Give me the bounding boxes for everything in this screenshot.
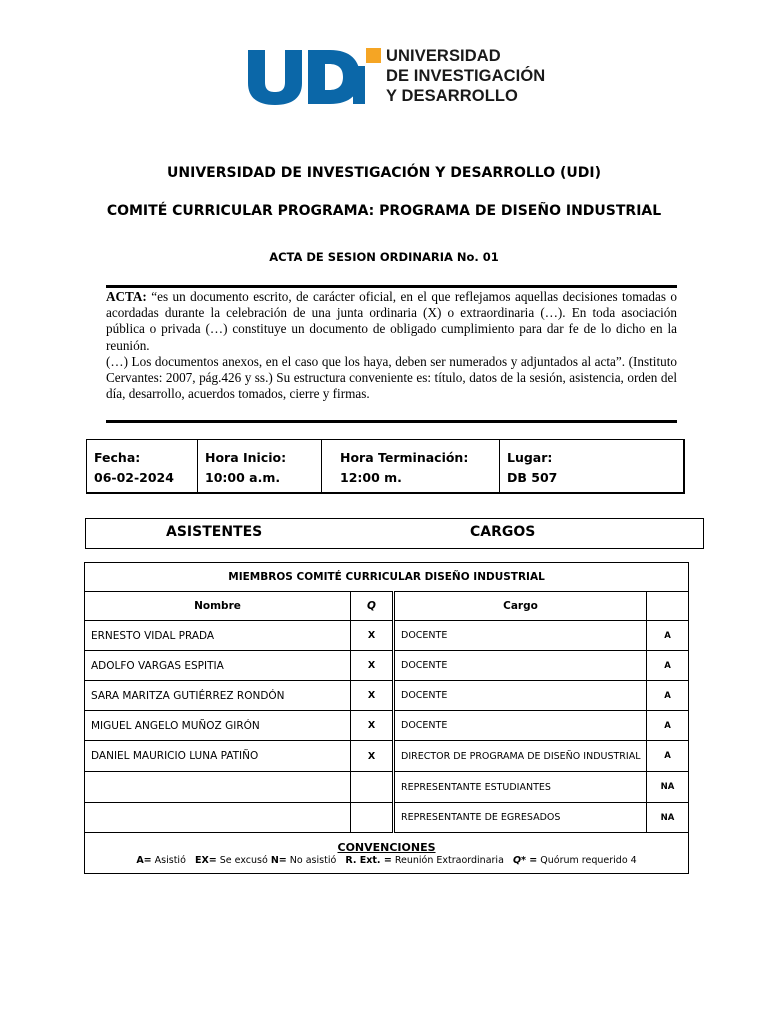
member-quorum: X [351, 711, 394, 741]
hora-inicio-label: Hora Inicio: [205, 450, 287, 465]
acta-text-1: “es un documento escrito, de carácter oficial, en el que reflejamos aquellas decisiones tomadas o acordadas durante la celebración de una junta ordinaria (X) o extraordinaria (…). En toda asociación pública o privada (…) constituye un documento de obligado cumplimiento para dar fe de lo dicho en la reunión. [106, 289, 677, 353]
table-row [85, 772, 689, 803]
member-status: NA [647, 772, 689, 803]
member-status: A [647, 711, 689, 741]
member-status: A [647, 741, 689, 772]
hora-inicio-cell [198, 440, 322, 492]
lugar-cell [500, 440, 683, 492]
legend-a-text: Asistió [154, 855, 186, 866]
logo-line-2: DE INVESTIGACIÓN [386, 67, 546, 85]
member-quorum: X [351, 741, 394, 772]
session-info-table [86, 439, 685, 494]
member-status: A [647, 621, 689, 651]
member-name: SARA MARITZA GUTIÉRREZ RONDÓN [85, 681, 351, 711]
legend-rext-text: Reunión Extraordinaria [394, 855, 504, 866]
hora-inicio-value: 10:00 a.m. [205, 470, 281, 485]
cargos-label: CARGOS [470, 524, 536, 540]
legend-ex-key: EX= [194, 855, 217, 866]
member-cargo: DOCENTE [394, 621, 647, 651]
member-cargo: DOCENTE [394, 711, 647, 741]
attendance-header [85, 518, 704, 549]
col-nombre-header: Nombre [85, 592, 351, 621]
member-name: MIGUEL ANGELO MUÑOZ GIRÓN [85, 711, 351, 741]
member-status: A [647, 651, 689, 681]
acta-definition [106, 289, 677, 402]
table-row [85, 803, 689, 833]
table-row [85, 741, 689, 772]
udi-logo [246, 46, 556, 108]
hora-fin-label: Hora Terminación: [340, 450, 469, 465]
table-row [85, 711, 689, 741]
conventions-title: CONVENCIONES [337, 841, 436, 854]
logo-line-1: UNIVERSIDAD [386, 47, 501, 65]
hora-fin-cell [322, 440, 500, 492]
acta-number: ACTA DE SESION ORDINARIA No. 01 [269, 250, 499, 264]
member-quorum [351, 803, 394, 833]
fecha-label: Fecha: [94, 450, 141, 465]
members-table-title: MIEMBROS COMITÉ CURRICULAR DISEÑO INDUSTRIAL [85, 563, 689, 592]
member-name [85, 803, 351, 833]
col-status-header [647, 592, 689, 621]
divider-top [106, 285, 677, 288]
university-title: UNIVERSIDAD DE INVESTIGACIÓN Y DESARROLLO (UDI) [167, 165, 601, 181]
legend-a-key: A= [136, 855, 152, 866]
members-table-header-row [85, 592, 689, 621]
hora-fin-value: 12:00 m. [340, 470, 402, 485]
member-status: NA [647, 803, 689, 833]
conventions-row [85, 833, 689, 874]
member-quorum: X [351, 681, 394, 711]
legend-q-text: Quórum requerido 4 [540, 855, 637, 866]
member-cargo: DOCENTE [394, 651, 647, 681]
committee-title: COMITÉ CURRICULAR PROGRAMA: PROGRAMA DE DISEÑO INDUSTRIAL [106, 203, 662, 219]
lugar-label: Lugar: [507, 450, 553, 465]
col-cargo-header: Cargo [394, 592, 647, 621]
member-cargo: REPRESENTANTE DE EGRESADOS [394, 803, 647, 833]
member-quorum: X [351, 651, 394, 681]
legend-ex-text: Se excusó [219, 855, 268, 866]
legend-q-key: Q* = [512, 855, 538, 866]
acta-paragraph-1 [106, 289, 677, 354]
table-row [85, 651, 689, 681]
logo-line-3: Y DESARROLLO [386, 87, 518, 105]
logo-wordmark [386, 46, 545, 106]
acta-label: ACTA: [106, 289, 147, 304]
fecha-cell [87, 440, 198, 492]
member-cargo: DIRECTOR DE PROGRAMA DE DISEÑO INDUSTRIAL [394, 741, 647, 772]
col-q-header: Q [351, 592, 394, 621]
member-quorum [351, 772, 394, 803]
acta-paragraph-2: (…) Los documentos anexos, en el caso que los haya, deben ser numerados y adjuntados al acta”. (Instituto Cervantes: 2007, pág.426 y ss.) Su estructura conveniente es: título, datos de la sesión, asistencia, orden del día, desarrollo, acuerdos tomados, cierre y firmas. [106, 353, 677, 402]
members-table-title-row [85, 563, 689, 592]
table-row [85, 681, 689, 711]
member-name: ADOLFO VARGAS ESPITIA [85, 651, 351, 681]
divider-bottom [106, 420, 677, 423]
member-cargo: REPRESENTANTE ESTUDIANTES [394, 772, 647, 803]
table-row [85, 621, 689, 651]
udi-logo-mark [246, 46, 382, 106]
conventions-cell [85, 833, 689, 874]
member-cargo: DOCENTE [394, 681, 647, 711]
legend-rext-key: R. Ext. = [345, 855, 392, 866]
fecha-value: 06-02-2024 [94, 470, 174, 485]
conventions-legend [85, 854, 688, 867]
member-quorum: X [351, 621, 394, 651]
member-name: DANIEL MAURICIO LUNA PATIÑO [85, 741, 351, 772]
member-name: ERNESTO VIDAL PRADA [85, 621, 351, 651]
member-name [85, 772, 351, 803]
legend-n-text: No asistió [289, 855, 337, 866]
member-status: A [647, 681, 689, 711]
legend-n-key: N= [270, 855, 287, 866]
lugar-value: DB 507 [507, 470, 558, 485]
asistentes-label: ASISTENTES [166, 524, 263, 540]
members-table [84, 562, 689, 874]
